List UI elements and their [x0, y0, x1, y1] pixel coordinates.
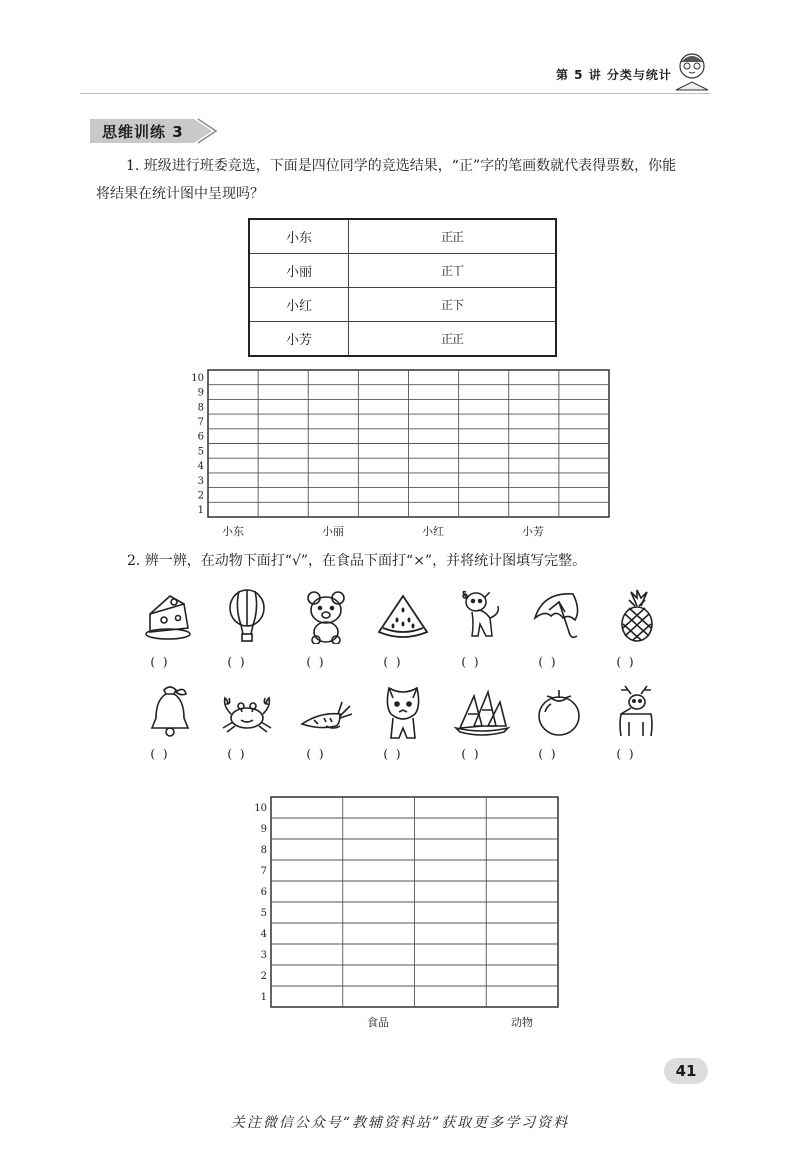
chart2-y-tick: 2 [260, 971, 267, 982]
answer-paren[interactable]: ( ) [616, 655, 636, 669]
footer-note: 关注微信公众号“教辅资料站”获取更多学习资料 [230, 1115, 570, 1131]
chart1-y-tick: 7 [197, 416, 204, 428]
answer-paren[interactable]: ( ) [538, 655, 558, 669]
chart2-x-label: 食品 [367, 1016, 389, 1029]
chart2-x-label: 动物 [511, 1016, 533, 1029]
table-cell-tally: 正正 [349, 219, 557, 254]
chart1-y-tick: 3 [197, 475, 204, 487]
chart2-y-tick: 10 [254, 803, 267, 814]
answer-paren[interactable]: ( ) [461, 747, 481, 761]
answer-paren[interactable]: ( ) [306, 655, 326, 669]
chart1-y-tick: 8 [197, 402, 204, 414]
answer-paren[interactable]: ( ) [150, 747, 170, 761]
table-cell-name: 小芳 [249, 322, 349, 357]
chart2-y-tick: 3 [260, 950, 267, 961]
chart2-y-tick: 4 [260, 929, 267, 940]
chart2-y-tick: 6 [260, 887, 267, 898]
chart1-y-tick: 9 [197, 387, 204, 399]
table-cell-name: 小丽 [249, 254, 349, 288]
answer-paren[interactable]: ( ) [227, 747, 247, 761]
question-1-line-2: 将结果在统计图中呈现吗？ [96, 186, 264, 202]
answer-paren[interactable]: ( ) [306, 747, 326, 761]
answer-paren[interactable]: ( ) [616, 747, 636, 761]
chart2-y-tick: 9 [260, 824, 267, 835]
answer-paren[interactable]: ( ) [150, 655, 170, 669]
page-number: 41 [664, 1058, 708, 1084]
section-title: 思维训练 3 [102, 123, 184, 141]
chart2-y-tick: 1 [260, 992, 267, 1003]
answer-paren[interactable]: ( ) [383, 747, 403, 761]
chart1-y-tick: 10 [191, 372, 204, 384]
table-cell-name: 小红 [249, 288, 349, 322]
answer-paren[interactable]: ( ) [461, 655, 481, 669]
question-1-line-1: 1. 班级进行班委竞选，下面是四位同学的竞选结果，“正”字的笔画数就代表得票数，你能 [126, 158, 677, 174]
table-cell-tally: 正丅 [349, 254, 557, 288]
answer-paren[interactable]: ( ) [383, 655, 403, 669]
chart1-x-label: 小芳 [522, 525, 544, 538]
chart2-y-tick: 7 [260, 866, 267, 877]
chart1-y-tick: 2 [197, 490, 204, 502]
chart1-y-tick: 4 [197, 461, 204, 473]
chart1-y-tick: 6 [197, 431, 204, 443]
chart2-y-tick: 5 [260, 908, 267, 919]
table-cell-tally: 正正 [349, 322, 557, 357]
table-cell-tally: 正下 [349, 288, 557, 322]
chart2-y-tick: 8 [260, 845, 267, 856]
chapter-title: 第 5 讲 分类与统计 [556, 68, 672, 82]
chart1-y-tick: 1 [197, 505, 204, 517]
chart1-x-label: 小红 [422, 525, 444, 538]
answer-paren[interactable]: ( ) [227, 655, 247, 669]
table-cell-name: 小东 [249, 219, 349, 254]
question-2-text: 2. 辨一辨，在动物下面打“√”，在食品下面打“×”，并将统计图填写完整。 [127, 553, 587, 569]
chart1-y-tick: 5 [197, 446, 204, 458]
chart1-x-label: 小丽 [322, 525, 344, 538]
answer-paren[interactable]: ( ) [538, 747, 558, 761]
chart1-x-label: 小东 [222, 525, 244, 538]
